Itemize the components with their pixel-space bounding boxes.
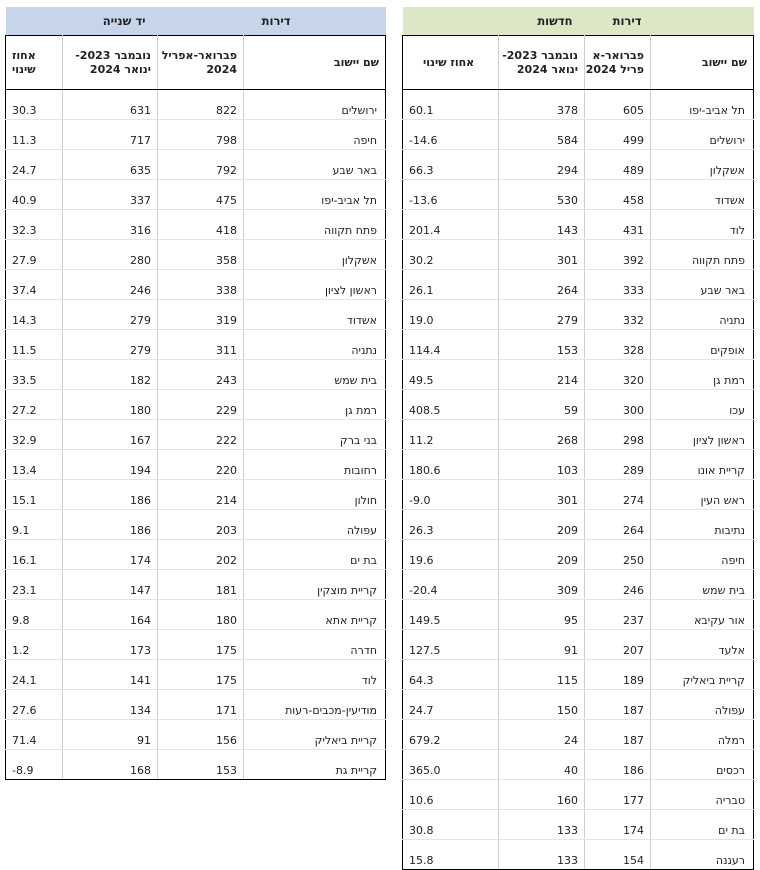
city-cell: ראש העין [651, 480, 754, 510]
pct-change-value: 9.8 [6, 600, 63, 630]
pct-change-value: 11.5 [6, 330, 63, 360]
feb-apr-value: 237 [585, 600, 651, 630]
city-cell: אור עקיבא [651, 600, 754, 630]
feb-apr-value: 250 [585, 540, 651, 570]
table-row [6, 330, 386, 360]
feb-apr-value: 320 [585, 360, 651, 390]
table-row [6, 480, 386, 510]
city-cell: עפולה [244, 510, 386, 540]
header-city: שם יישוב [244, 36, 386, 90]
feb-apr-value: 156 [158, 720, 244, 750]
feb-apr-value: 458 [585, 180, 651, 210]
table-row [403, 300, 754, 330]
pct-change-value: 49.5 [403, 360, 499, 390]
pct-change-value: 32.9 [6, 420, 63, 450]
nov-jan-value: 133 [499, 810, 585, 840]
table-row [403, 240, 754, 270]
table-row [403, 570, 754, 600]
city-cell: בת ים [651, 810, 754, 840]
pct-change-value: 8.9- [6, 750, 63, 780]
nov-jan-value: 141 [63, 660, 158, 690]
nov-jan-value: 91 [499, 630, 585, 660]
header-nov-jan: נובמבר 2023-ינואר 2024 [63, 36, 158, 90]
feb-apr-value: 207 [585, 630, 651, 660]
table-row [6, 510, 386, 540]
pct-change-value: 19.0 [403, 300, 499, 330]
table-row [6, 120, 386, 150]
pct-change-value: 10.6 [403, 780, 499, 810]
city-cell: קריית מוצקין [244, 570, 386, 600]
city-cell: לוד [244, 660, 386, 690]
feb-apr-value: 332 [585, 300, 651, 330]
table-row [403, 600, 754, 630]
new-apartments-band [403, 7, 754, 36]
table-row [403, 360, 754, 390]
city-cell: פתח תקווה [651, 240, 754, 270]
table-row [6, 210, 386, 240]
feb-apr-value: 311 [158, 330, 244, 360]
nov-jan-value: 316 [63, 210, 158, 240]
nov-jan-value: 143 [499, 210, 585, 240]
city-cell: בת ים [244, 540, 386, 570]
city-cell: אופקים [651, 330, 754, 360]
table-row [403, 750, 754, 780]
nov-jan-value: 337 [63, 180, 158, 210]
nov-jan-value: 301 [499, 480, 585, 510]
feb-apr-value: 798 [158, 120, 244, 150]
nov-jan-value: 301 [499, 240, 585, 270]
pct-change-value: 71.4 [6, 720, 63, 750]
feb-apr-value: 154 [585, 840, 651, 870]
city-cell: רמת גן [244, 390, 386, 420]
city-cell: רכסים [651, 750, 754, 780]
feb-apr-value: 289 [585, 450, 651, 480]
pct-change-value: 127.5 [403, 630, 499, 660]
pct-change-value: 19.6 [403, 540, 499, 570]
feb-apr-value: 189 [585, 660, 651, 690]
feb-apr-value: 300 [585, 390, 651, 420]
pct-change-value: 40.9 [6, 180, 63, 210]
nov-jan-value: 180 [63, 390, 158, 420]
new-apartments-table [402, 7, 754, 870]
table-row [6, 90, 386, 120]
table-row [403, 480, 754, 510]
city-cell: בית שמש [651, 570, 754, 600]
pct-change-value: 408.5 [403, 390, 499, 420]
feb-apr-value: 475 [158, 180, 244, 210]
table-row [403, 690, 754, 720]
city-cell: אשקלון [651, 150, 754, 180]
pct-change-value: 15.1 [6, 480, 63, 510]
feb-apr-value: 392 [585, 240, 651, 270]
header-city: שם יישוב [651, 36, 754, 90]
pct-change-value: 149.5 [403, 600, 499, 630]
feb-apr-value: 177 [585, 780, 651, 810]
city-cell: מודיעין-מכבים-רעות [244, 690, 386, 720]
nov-jan-value: 268 [499, 420, 585, 450]
feb-apr-value: 319 [158, 300, 244, 330]
table-row [6, 420, 386, 450]
nov-jan-value: 584 [499, 120, 585, 150]
city-cell: עכו [651, 390, 754, 420]
pct-change-value: 66.3 [403, 150, 499, 180]
city-cell: קריית גת [244, 750, 386, 780]
table-row [6, 300, 386, 330]
city-cell: רעננה [651, 840, 754, 870]
nov-jan-value: 294 [499, 150, 585, 180]
nov-jan-value: 214 [499, 360, 585, 390]
table-row [6, 630, 386, 660]
table-row [6, 360, 386, 390]
feb-apr-value: 175 [158, 660, 244, 690]
city-cell: אשקלון [244, 240, 386, 270]
city-cell: חיפה [244, 120, 386, 150]
feb-apr-value: 203 [158, 510, 244, 540]
nov-jan-value: 59 [499, 390, 585, 420]
header-pct-change: אחוז שינוי [6, 36, 63, 90]
pct-change-value: 30.3 [6, 90, 63, 120]
feb-apr-value: 358 [158, 240, 244, 270]
nov-jan-value: 194 [63, 450, 158, 480]
city-cell: אשדוד [651, 180, 754, 210]
city-cell: רמת גן [651, 360, 754, 390]
nov-jan-value: 150 [499, 690, 585, 720]
feb-apr-value: 187 [585, 720, 651, 750]
city-cell: נתניה [651, 300, 754, 330]
nov-jan-value: 153 [499, 330, 585, 360]
pct-change-value: 13.4 [6, 450, 63, 480]
table-row [403, 420, 754, 450]
feb-apr-value: 499 [585, 120, 651, 150]
pct-change-value: 33.5 [6, 360, 63, 390]
table-row [403, 810, 754, 840]
new-apartments-rows [403, 90, 754, 870]
table-row [403, 840, 754, 870]
feb-apr-value: 274 [585, 480, 651, 510]
new-apartments-table-panel [402, 7, 753, 870]
pct-change-value: 27.6 [6, 690, 63, 720]
feb-apr-value: 246 [585, 570, 651, 600]
pct-change-value: 27.9 [6, 240, 63, 270]
table-row [6, 450, 386, 480]
table-row [403, 120, 754, 150]
nov-jan-value: 115 [499, 660, 585, 690]
pct-change-value: 679.2 [403, 720, 499, 750]
nov-jan-value: 309 [499, 570, 585, 600]
city-cell: ירושלים [651, 120, 754, 150]
pct-change-value: 24.7 [403, 690, 499, 720]
second-hand-band-title: דירות [158, 7, 386, 36]
city-cell: קריית אתא [244, 600, 386, 630]
table-row [403, 780, 754, 810]
city-cell: רחובות [244, 450, 386, 480]
pct-change-value: 201.4 [403, 210, 499, 240]
table-row [403, 390, 754, 420]
table-row [403, 210, 754, 240]
pct-change-value: 11.3 [6, 120, 63, 150]
new-apartments-band-title: דירות [585, 7, 754, 36]
table-row [6, 390, 386, 420]
table-row [403, 330, 754, 360]
nov-jan-value: 717 [63, 120, 158, 150]
table-row [403, 660, 754, 690]
header-feb-apr: פברואר-א פריל 2024 [585, 36, 651, 90]
pct-change-value: 37.4 [6, 270, 63, 300]
nov-jan-value: 280 [63, 240, 158, 270]
feb-apr-value: 220 [158, 450, 244, 480]
nov-jan-value: 635 [63, 150, 158, 180]
table-row [403, 630, 754, 660]
feb-apr-value: 180 [158, 600, 244, 630]
nov-jan-value: 103 [499, 450, 585, 480]
pct-change-value: 15.8 [403, 840, 499, 870]
city-cell: באר שבע [651, 270, 754, 300]
pct-change-value: 24.7 [6, 150, 63, 180]
feb-apr-value: 792 [158, 150, 244, 180]
pct-change-value: 9.0- [403, 480, 499, 510]
pct-change-value: 27.2 [6, 390, 63, 420]
city-cell: אלעד [651, 630, 754, 660]
pct-change-value: 30.8 [403, 810, 499, 840]
new-apartments-header-row [403, 36, 754, 90]
table-row [6, 660, 386, 690]
pct-change-value: 64.3 [403, 660, 499, 690]
feb-apr-value: 298 [585, 420, 651, 450]
city-cell: קריית אונו [651, 450, 754, 480]
feb-apr-value: 605 [585, 90, 651, 120]
city-cell: רמלה [651, 720, 754, 750]
nov-jan-value: 24 [499, 720, 585, 750]
feb-apr-value: 431 [585, 210, 651, 240]
nov-jan-value: 279 [63, 300, 158, 330]
nov-jan-value: 95 [499, 600, 585, 630]
city-cell: ראשון לציון [651, 420, 754, 450]
nov-jan-value: 182 [63, 360, 158, 390]
table-row [6, 540, 386, 570]
table-row [6, 600, 386, 630]
feb-apr-value: 333 [585, 270, 651, 300]
nov-jan-value: 186 [63, 480, 158, 510]
second-hand-rows [6, 90, 386, 780]
city-cell: נתיבות [651, 510, 754, 540]
second-hand-table [5, 7, 386, 780]
table-row [403, 90, 754, 120]
nov-jan-value: 40 [499, 750, 585, 780]
second-hand-band-subtitle: יד שנייה [6, 7, 158, 36]
city-cell: תל אביב-יפו [244, 180, 386, 210]
feb-apr-value: 202 [158, 540, 244, 570]
city-cell: לוד [651, 210, 754, 240]
table-row [6, 150, 386, 180]
table-row [6, 180, 386, 210]
pct-change-value: 14.3 [6, 300, 63, 330]
pct-change-value: 1.2 [6, 630, 63, 660]
nov-jan-value: 186 [63, 510, 158, 540]
city-cell: בני ברק [244, 420, 386, 450]
city-cell: בית שמש [244, 360, 386, 390]
feb-apr-value: 489 [585, 150, 651, 180]
feb-apr-value: 229 [158, 390, 244, 420]
nov-jan-value: 160 [499, 780, 585, 810]
feb-apr-value: 186 [585, 750, 651, 780]
feb-apr-value: 174 [585, 810, 651, 840]
pct-change-value: 14.6- [403, 120, 499, 150]
table-row [6, 270, 386, 300]
table-row [6, 570, 386, 600]
nov-jan-value: 173 [63, 630, 158, 660]
city-cell: טבריה [651, 780, 754, 810]
nov-jan-value: 209 [499, 510, 585, 540]
city-cell: אשדוד [244, 300, 386, 330]
city-cell: חולון [244, 480, 386, 510]
second-hand-table-panel [5, 7, 385, 780]
feb-apr-value: 153 [158, 750, 244, 780]
feb-apr-value: 181 [158, 570, 244, 600]
pct-change-value: 13.6- [403, 180, 499, 210]
feb-apr-value: 418 [158, 210, 244, 240]
city-cell: עפולה [651, 690, 754, 720]
table-row [6, 240, 386, 270]
city-cell: חדרה [244, 630, 386, 660]
nov-jan-value: 530 [499, 180, 585, 210]
pct-change-value: 9.1 [6, 510, 63, 540]
table-row [403, 720, 754, 750]
table-row [403, 540, 754, 570]
nov-jan-value: 91 [63, 720, 158, 750]
nov-jan-value: 164 [63, 600, 158, 630]
pct-change-value: 180.6 [403, 450, 499, 480]
nov-jan-value: 631 [63, 90, 158, 120]
table-row [6, 750, 386, 780]
nov-jan-value: 167 [63, 420, 158, 450]
feb-apr-value: 328 [585, 330, 651, 360]
feb-apr-value: 171 [158, 690, 244, 720]
pct-change-value: 26.1 [403, 270, 499, 300]
table-row [403, 180, 754, 210]
nov-jan-value: 264 [499, 270, 585, 300]
city-cell: נתניה [244, 330, 386, 360]
pct-change-value: 365.0 [403, 750, 499, 780]
feb-apr-value: 187 [585, 690, 651, 720]
city-cell: קריית ביאליק [244, 720, 386, 750]
header-feb-apr: פברואר-אפריל 2024 [158, 36, 244, 90]
pct-change-value: 114.4 [403, 330, 499, 360]
pct-change-value: 20.4- [403, 570, 499, 600]
pct-change-value: 24.1 [6, 660, 63, 690]
feb-apr-value: 243 [158, 360, 244, 390]
second-hand-band [6, 7, 386, 36]
nov-jan-value: 134 [63, 690, 158, 720]
pct-change-value: 60.1 [403, 90, 499, 120]
nov-jan-value: 147 [63, 570, 158, 600]
nov-jan-value: 133 [499, 840, 585, 870]
city-cell: קריית ביאליק [651, 660, 754, 690]
pct-change-value: 30.2 [403, 240, 499, 270]
header-pct-change: אחוז שינוי [403, 36, 499, 90]
pct-change-value: 16.1 [6, 540, 63, 570]
table-row [403, 270, 754, 300]
feb-apr-value: 338 [158, 270, 244, 300]
feb-apr-value: 175 [158, 630, 244, 660]
feb-apr-value: 822 [158, 90, 244, 120]
pct-change-value: 26.3 [403, 510, 499, 540]
city-cell: ירושלים [244, 90, 386, 120]
table-row [403, 510, 754, 540]
city-cell: באר שבע [244, 150, 386, 180]
feb-apr-value: 214 [158, 480, 244, 510]
city-cell: ראשון לציון [244, 270, 386, 300]
header-nov-jan: נובמבר 2023-ינואר 2024 [499, 36, 585, 90]
pct-change-value: 23.1 [6, 570, 63, 600]
city-cell: תל אביב-יפו [651, 90, 754, 120]
nov-jan-value: 279 [63, 330, 158, 360]
nov-jan-value: 174 [63, 540, 158, 570]
feb-apr-value: 222 [158, 420, 244, 450]
feb-apr-value: 264 [585, 510, 651, 540]
nov-jan-value: 279 [499, 300, 585, 330]
city-cell: פתח תקווה [244, 210, 386, 240]
table-row [403, 150, 754, 180]
city-cell: חיפה [651, 540, 754, 570]
pct-change-value: 32.3 [6, 210, 63, 240]
nov-jan-value: 168 [63, 750, 158, 780]
new-apartments-band-subtitle: חדשות [403, 7, 585, 36]
table-row [6, 720, 386, 750]
nov-jan-value: 246 [63, 270, 158, 300]
table-row [6, 690, 386, 720]
pct-change-value: 11.2 [403, 420, 499, 450]
nov-jan-value: 378 [499, 90, 585, 120]
table-row [403, 450, 754, 480]
second-hand-header-row [6, 36, 386, 90]
nov-jan-value: 209 [499, 540, 585, 570]
